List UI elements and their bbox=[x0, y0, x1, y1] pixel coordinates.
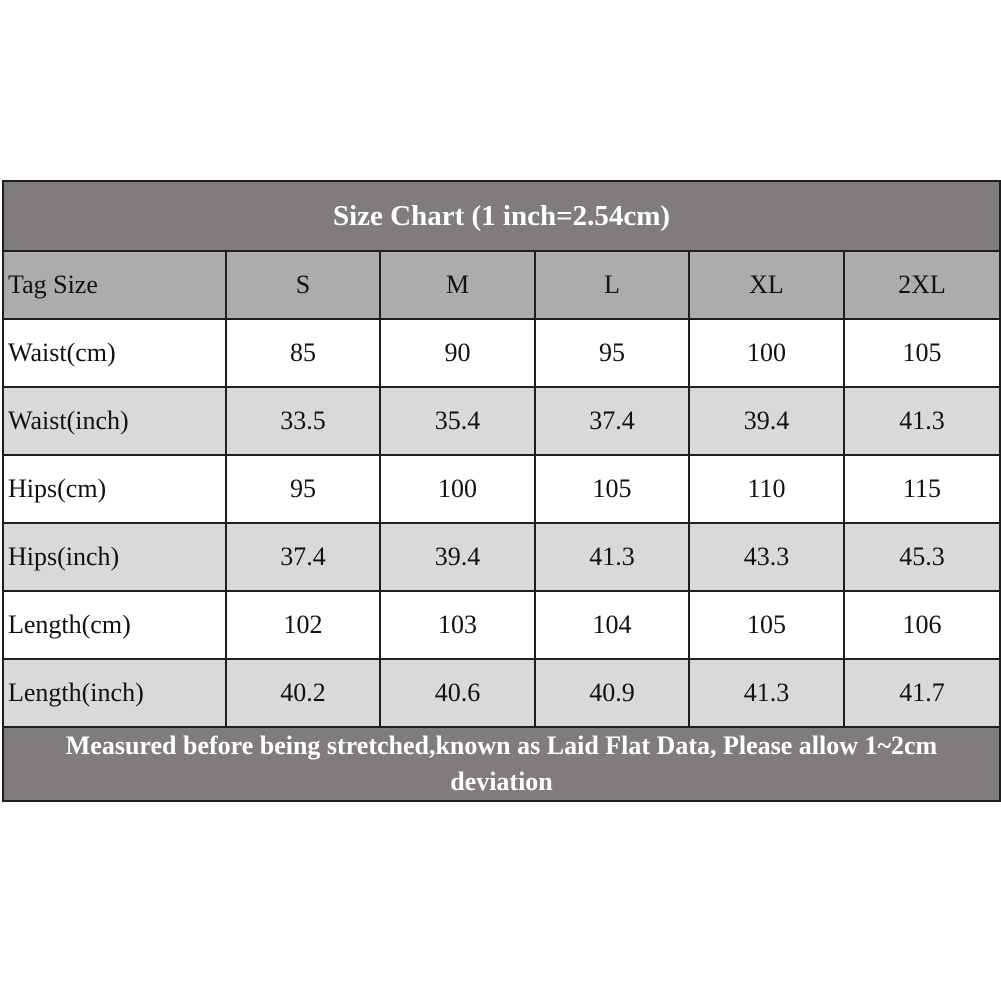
chart-title: Size Chart (1 inch=2.54cm) bbox=[3, 181, 1000, 251]
table-cell: 90 bbox=[380, 319, 535, 387]
table-cell: 100 bbox=[689, 319, 844, 387]
table-cell: 104 bbox=[535, 591, 689, 659]
column-header-m: M bbox=[380, 251, 535, 319]
table-cell: 41.3 bbox=[535, 523, 689, 591]
footnote: Measured before being stretched,known as Laid Flat Data, Please allow 1~2cm deviation bbox=[3, 727, 1000, 801]
table-cell: 115 bbox=[844, 455, 1000, 523]
row-label: Hips(cm) bbox=[3, 455, 226, 523]
column-header-tag-size: Tag Size bbox=[3, 251, 226, 319]
table-cell: 95 bbox=[535, 319, 689, 387]
table-cell: 41.3 bbox=[844, 387, 1000, 455]
table-cell: 43.3 bbox=[689, 523, 844, 591]
row-label: Hips(inch) bbox=[3, 523, 226, 591]
table-cell: 39.4 bbox=[380, 523, 535, 591]
size-chart-table bbox=[2, 180, 1001, 802]
table-row-length-cm bbox=[3, 591, 1000, 659]
table-cell: 105 bbox=[535, 455, 689, 523]
row-label: Waist(inch) bbox=[3, 387, 226, 455]
table-cell: 40.2 bbox=[226, 659, 380, 727]
table-cell: 102 bbox=[226, 591, 380, 659]
table-cell: 105 bbox=[844, 319, 1000, 387]
table-cell: 41.7 bbox=[844, 659, 1000, 727]
table-cell: 33.5 bbox=[226, 387, 380, 455]
header-row bbox=[3, 251, 1000, 319]
table-cell: 105 bbox=[689, 591, 844, 659]
table-cell: 40.9 bbox=[535, 659, 689, 727]
row-label: Length(cm) bbox=[3, 591, 226, 659]
column-header-s: S bbox=[226, 251, 380, 319]
table-cell: 85 bbox=[226, 319, 380, 387]
table-cell: 39.4 bbox=[689, 387, 844, 455]
table-cell: 35.4 bbox=[380, 387, 535, 455]
table-row-hips-cm bbox=[3, 455, 1000, 523]
table-cell: 41.3 bbox=[689, 659, 844, 727]
table-cell: 37.4 bbox=[226, 523, 380, 591]
table-row-waist-cm bbox=[3, 319, 1000, 387]
table-row-waist-inch bbox=[3, 387, 1000, 455]
table-cell: 106 bbox=[844, 591, 1000, 659]
column-header-2xl: 2XL bbox=[844, 251, 1000, 319]
table-cell: 103 bbox=[380, 591, 535, 659]
table-row-hips-inch bbox=[3, 523, 1000, 591]
table-row-length-inch bbox=[3, 659, 1000, 727]
row-label: Length(inch) bbox=[3, 659, 226, 727]
table-cell: 100 bbox=[380, 455, 535, 523]
table-cell: 45.3 bbox=[844, 523, 1000, 591]
row-label: Waist(cm) bbox=[3, 319, 226, 387]
table-cell: 37.4 bbox=[535, 387, 689, 455]
table-cell: 95 bbox=[226, 455, 380, 523]
table-cell: 40.6 bbox=[380, 659, 535, 727]
column-header-l: L bbox=[535, 251, 689, 319]
column-header-xl: XL bbox=[689, 251, 844, 319]
table-cell: 110 bbox=[689, 455, 844, 523]
